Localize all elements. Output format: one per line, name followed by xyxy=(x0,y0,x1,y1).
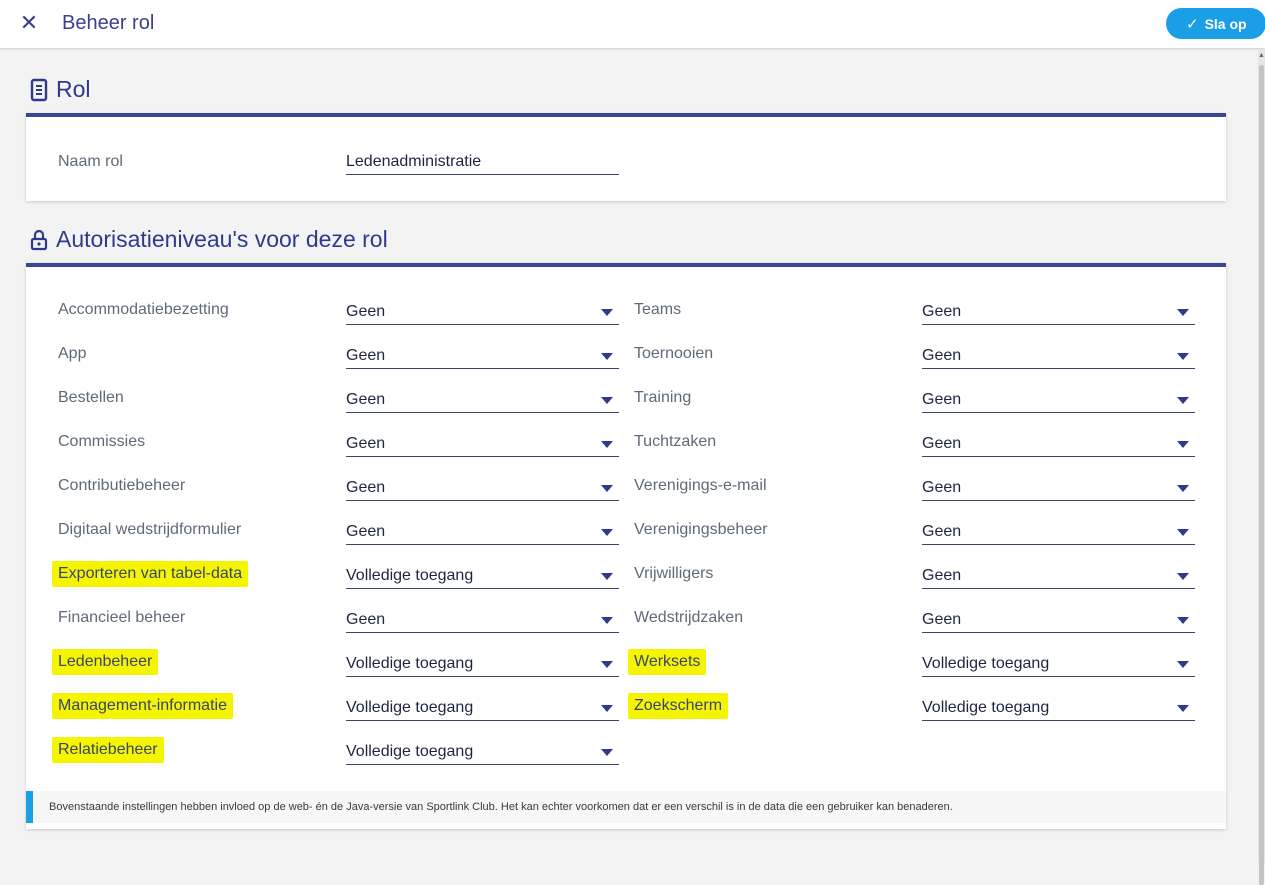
auth-select-toernooien[interactable] xyxy=(922,343,1195,369)
check-icon: ✓ xyxy=(1186,15,1199,33)
auth-label-wedstrijdzaken: Wedstrijdzaken xyxy=(634,609,744,626)
auth-label-ledenbeheer: Ledenbeheer xyxy=(52,649,158,675)
auth-label-verenigings-e-mail: Verenigings-e-mail xyxy=(634,477,767,494)
auth-label-digitaal-wedstrijdformulier: Digitaal wedstrijdformulier xyxy=(58,521,242,538)
auth-label-commissies: Commissies xyxy=(58,433,146,450)
scrollbar[interactable] xyxy=(1258,49,1265,863)
caret-down-icon xyxy=(601,617,613,624)
auth-select-accommodatiebezetting[interactable] xyxy=(346,299,619,325)
auth-select-value: Volledige toegang xyxy=(922,699,1050,716)
caret-down-icon xyxy=(601,705,613,712)
auth-select-value: Volledige toegang xyxy=(346,699,474,716)
auth-label-zoekscherm: Zoekscherm xyxy=(628,693,728,719)
auth-select-app[interactable] xyxy=(346,343,619,369)
role-name-label: Naam rol xyxy=(58,153,123,170)
auth-select-zoekscherm[interactable] xyxy=(922,695,1195,721)
auth-select-value: Volledige toegang xyxy=(346,743,474,760)
auth-label-werksets: Werksets xyxy=(628,649,706,675)
caret-down-icon xyxy=(1177,441,1189,448)
scrollbar-thumb[interactable] xyxy=(1259,65,1264,885)
auth-select-value: Geen xyxy=(346,611,386,628)
role-section-heading xyxy=(30,76,91,103)
auth-select-value: Geen xyxy=(346,435,386,452)
caret-down-icon xyxy=(1177,573,1189,580)
auth-select-value: Geen xyxy=(922,391,962,408)
auth-select-exporteren-van-tabel-data[interactable] xyxy=(346,563,619,589)
caret-down-icon xyxy=(1177,529,1189,536)
auth-section-heading xyxy=(30,226,388,253)
caret-down-icon xyxy=(601,529,613,536)
auth-label-accommodatiebezetting: Accommodatiebezetting xyxy=(58,301,229,318)
auth-label-contributiebeheer: Contributiebeheer xyxy=(58,477,186,494)
auth-select-teams[interactable] xyxy=(922,299,1195,325)
auth-label-teams: Teams xyxy=(634,301,682,318)
auth-section-title: Autorisatieniveau's voor deze rol xyxy=(56,226,388,252)
auth-select-value: Geen xyxy=(346,303,386,320)
auth-select-value: Geen xyxy=(346,391,386,408)
auth-select-value: Geen xyxy=(346,523,386,540)
auth-select-value: Geen xyxy=(922,611,962,628)
role-name-field[interactable]: Ledenadministratie xyxy=(346,149,619,175)
auth-select-werksets[interactable] xyxy=(922,651,1195,677)
auth-card xyxy=(26,263,1226,829)
caret-down-icon xyxy=(601,661,613,668)
auth-select-value: Volledige toegang xyxy=(922,655,1050,672)
caret-down-icon xyxy=(601,573,613,580)
auth-select-value: Geen xyxy=(922,303,962,320)
caret-down-icon xyxy=(1177,353,1189,360)
save-button[interactable] xyxy=(1166,8,1265,39)
auth-select-value: Geen xyxy=(346,479,386,496)
auth-select-contributiebeheer[interactable] xyxy=(346,475,619,501)
auth-select-training[interactable] xyxy=(922,387,1195,413)
lock-icon xyxy=(30,229,48,251)
caret-down-icon xyxy=(601,309,613,316)
auth-label-toernooien: Toernooien xyxy=(634,345,714,362)
top-bar xyxy=(0,0,1265,49)
auth-label-verenigingsbeheer: Verenigingsbeheer xyxy=(634,521,768,538)
auth-select-verenigings-e-mail[interactable] xyxy=(922,475,1195,501)
auth-select-vrijwilligers[interactable] xyxy=(922,563,1195,589)
caret-down-icon xyxy=(1177,309,1189,316)
auth-select-value: Geen xyxy=(922,479,962,496)
caret-down-icon xyxy=(1177,485,1189,492)
caret-down-icon xyxy=(601,353,613,360)
save-button-label: Sla op xyxy=(1204,15,1247,32)
caret-down-icon xyxy=(601,749,613,756)
auth-select-bestellen[interactable] xyxy=(346,387,619,413)
auth-select-financieel-beheer[interactable] xyxy=(346,607,619,633)
auth-select-value: Geen xyxy=(346,347,386,364)
caret-down-icon xyxy=(601,485,613,492)
caret-down-icon xyxy=(1177,397,1189,404)
auth-label-vrijwilligers: Vrijwilligers xyxy=(634,565,714,582)
caret-down-icon xyxy=(1177,617,1189,624)
auth-select-management-informatie[interactable] xyxy=(346,695,619,721)
auth-select-value: Geen xyxy=(922,523,962,540)
auth-label-financieel-beheer: Financieel beheer xyxy=(58,609,186,626)
auth-label-training: Training xyxy=(634,389,692,406)
auth-select-value: Geen xyxy=(922,435,962,452)
caret-down-icon xyxy=(601,397,613,404)
auth-label-app: App xyxy=(58,345,87,362)
id-badge-icon xyxy=(30,78,48,102)
caret-down-icon xyxy=(1177,705,1189,712)
role-card xyxy=(26,113,1226,201)
auth-label-management-informatie: Management-informatie xyxy=(52,693,233,719)
auth-select-value: Volledige toegang xyxy=(346,567,474,584)
auth-select-value: Volledige toegang xyxy=(346,655,474,672)
auth-select-verenigingsbeheer[interactable] xyxy=(922,519,1195,545)
auth-label-relatiebeheer: Relatiebeheer xyxy=(52,737,164,763)
auth-select-digitaal-wedstrijdformulier[interactable] xyxy=(346,519,619,545)
info-bar: Bovenstaande instellingen hebben invloed op de web- én de Java-versie van Sportlink Club. Het kan echter voorkomen dat er een verschil is in de data die een gebruiker kan benaderen. xyxy=(26,791,1226,823)
close-icon[interactable]: ✕ xyxy=(19,10,39,35)
auth-select-commissies[interactable] xyxy=(346,431,619,457)
auth-label-bestellen: Bestellen xyxy=(58,389,124,406)
auth-select-value: Geen xyxy=(922,347,962,364)
auth-select-wedstrijdzaken[interactable] xyxy=(922,607,1195,633)
auth-select-relatiebeheer[interactable] xyxy=(346,739,619,765)
caret-down-icon xyxy=(601,441,613,448)
auth-select-tuchtzaken[interactable] xyxy=(922,431,1195,457)
page-title: Beheer rol xyxy=(62,12,155,34)
auth-label-exporteren-van-tabel-data: Exporteren van tabel-data xyxy=(52,561,248,587)
auth-select-ledenbeheer[interactable] xyxy=(346,651,619,677)
scroll-up-arrow-icon[interactable]: ▲ xyxy=(1258,52,1265,59)
caret-down-icon xyxy=(1177,661,1189,668)
role-section-title: Rol xyxy=(56,76,91,102)
auth-select-value: Geen xyxy=(922,567,962,584)
auth-label-tuchtzaken: Tuchtzaken xyxy=(634,433,717,450)
